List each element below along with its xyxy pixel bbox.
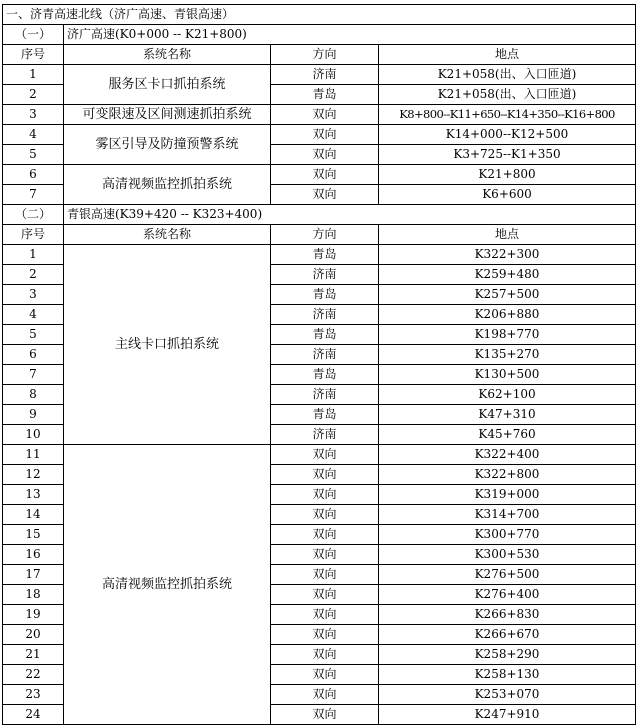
row-seq: 4: [3, 305, 64, 325]
row-seq: 3: [3, 105, 64, 125]
row-direction: 济南: [271, 425, 379, 445]
column-header-location: 地点: [379, 225, 636, 245]
column-header-system: 系统名称: [64, 45, 271, 65]
table-row: [3, 125, 636, 145]
section-name: 济广高速(K0+000 -- K21+800): [64, 25, 636, 45]
row-seq: 19: [3, 605, 64, 625]
row-direction: 双向: [271, 685, 379, 705]
row-direction: 双向: [271, 445, 379, 465]
row-seq: 5: [3, 325, 64, 345]
row-direction: 双向: [271, 145, 379, 165]
table-row: [3, 65, 636, 85]
section-header-row: [3, 25, 636, 45]
row-seq: 2: [3, 265, 64, 285]
row-direction: 双向: [271, 645, 379, 665]
system-name: 高清视频监控抓拍系统: [64, 445, 271, 725]
row-direction: 青岛: [271, 245, 379, 265]
column-header-direction: 方向: [271, 225, 379, 245]
row-location: K21+058(出、入口匝道): [379, 85, 636, 105]
row-location: K266+830: [379, 605, 636, 625]
row-location: K300+530: [379, 545, 636, 565]
column-header-direction: 方向: [271, 45, 379, 65]
row-direction: 双向: [271, 625, 379, 645]
row-location: K322+400: [379, 445, 636, 465]
row-location: K3+725--K1+350: [379, 145, 636, 165]
row-location: K322+300: [379, 245, 636, 265]
row-location: K258+290: [379, 645, 636, 665]
row-seq: 3: [3, 285, 64, 305]
row-seq: 2: [3, 85, 64, 105]
row-seq: 12: [3, 465, 64, 485]
row-seq: 21: [3, 645, 64, 665]
row-location: K257+500: [379, 285, 636, 305]
section-name: 青银高速(K39+420 -- K323+400): [64, 205, 636, 225]
row-seq: 10: [3, 425, 64, 445]
system-name: 高清视频监控抓拍系统: [64, 165, 271, 205]
row-direction: 双向: [271, 105, 379, 125]
table-title: 一、济青高速北线（济广高速、青银高速）: [3, 5, 636, 25]
row-location: K266+670: [379, 625, 636, 645]
row-direction: 双向: [271, 665, 379, 685]
row-seq: 6: [3, 165, 64, 185]
row-direction: 青岛: [271, 325, 379, 345]
row-direction: 双向: [271, 465, 379, 485]
row-location: K6+600: [379, 185, 636, 205]
row-direction: 双向: [271, 565, 379, 585]
camera-installation-table: [2, 4, 636, 725]
column-header-row: [3, 225, 636, 245]
row-location: K14+000--K12+500: [379, 125, 636, 145]
row-seq: 11: [3, 445, 64, 465]
column-header-seq: 序号: [3, 225, 64, 245]
system-name: 主线卡口抓拍系统: [64, 245, 271, 445]
row-location: K300+770: [379, 525, 636, 545]
row-direction: 双向: [271, 525, 379, 545]
row-seq: 20: [3, 625, 64, 645]
row-seq: 15: [3, 525, 64, 545]
row-location: K45+760: [379, 425, 636, 445]
row-direction: 济南: [271, 305, 379, 325]
row-seq: 23: [3, 685, 64, 705]
row-direction: 双向: [271, 185, 379, 205]
table-row: [3, 105, 636, 125]
row-direction: 双向: [271, 545, 379, 565]
row-seq: 16: [3, 545, 64, 565]
row-location: K62+100: [379, 385, 636, 405]
section-tag: （二）: [3, 205, 64, 225]
column-header-location: 地点: [379, 45, 636, 65]
row-location: K258+130: [379, 665, 636, 685]
title-row: [3, 5, 636, 25]
row-direction: 双向: [271, 125, 379, 145]
row-seq: 8: [3, 385, 64, 405]
row-direction: 双向: [271, 605, 379, 625]
row-direction: 青岛: [271, 85, 379, 105]
row-seq: 22: [3, 665, 64, 685]
row-direction: 济南: [271, 265, 379, 285]
row-location: K130+500: [379, 365, 636, 385]
column-header-row: [3, 45, 636, 65]
row-direction: 济南: [271, 345, 379, 365]
row-location: K253+070: [379, 685, 636, 705]
section-tag: （一）: [3, 25, 64, 45]
row-seq: 6: [3, 345, 64, 365]
row-seq: 9: [3, 405, 64, 425]
row-direction: 青岛: [271, 365, 379, 385]
row-seq: 7: [3, 185, 64, 205]
row-location: K322+800: [379, 465, 636, 485]
row-location: K198+770: [379, 325, 636, 345]
row-direction: 双向: [271, 485, 379, 505]
table-row: [3, 245, 636, 265]
row-direction: 青岛: [271, 285, 379, 305]
column-header-seq: 序号: [3, 45, 64, 65]
row-location: K8+800--K11+650--K14+350--K16+800: [379, 105, 636, 125]
row-direction: 双向: [271, 705, 379, 725]
row-seq: 7: [3, 365, 64, 385]
row-seq: 5: [3, 145, 64, 165]
row-location: K47+310: [379, 405, 636, 425]
row-location: K21+058(出、入口匝道): [379, 65, 636, 85]
row-location: K21+800: [379, 165, 636, 185]
row-seq: 13: [3, 485, 64, 505]
row-location: K259+480: [379, 265, 636, 285]
table-row: [3, 165, 636, 185]
column-header-system: 系统名称: [64, 225, 271, 245]
system-name: 可变限速及区间测速抓拍系统: [64, 105, 271, 125]
row-direction: 济南: [271, 65, 379, 85]
row-location: K319+000: [379, 485, 636, 505]
row-seq: 1: [3, 245, 64, 265]
table-row: [3, 445, 636, 465]
system-name: 服务区卡口抓拍系统: [64, 65, 271, 105]
row-seq: 24: [3, 705, 64, 725]
row-direction: 双向: [271, 585, 379, 605]
row-direction: 济南: [271, 385, 379, 405]
row-seq: 4: [3, 125, 64, 145]
row-location: K314+700: [379, 505, 636, 525]
row-direction: 双向: [271, 505, 379, 525]
row-seq: 17: [3, 565, 64, 585]
row-location: K276+500: [379, 565, 636, 585]
row-location: K206+880: [379, 305, 636, 325]
row-seq: 1: [3, 65, 64, 85]
row-location: K276+400: [379, 585, 636, 605]
row-location: K247+910: [379, 705, 636, 725]
row-direction: 青岛: [271, 405, 379, 425]
row-location: K135+270: [379, 345, 636, 365]
row-seq: 14: [3, 505, 64, 525]
system-name: 雾区引导及防撞预警系统: [64, 125, 271, 165]
row-direction: 双向: [271, 165, 379, 185]
section-header-row: [3, 205, 636, 225]
row-seq: 18: [3, 585, 64, 605]
